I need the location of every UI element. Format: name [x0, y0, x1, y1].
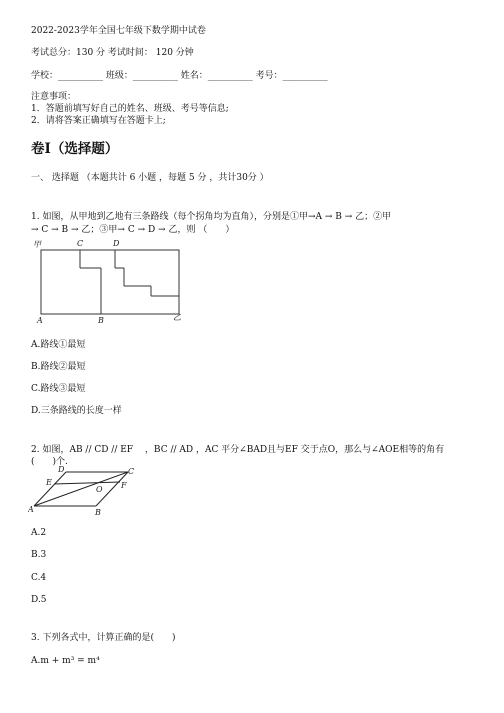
label-D: D — [113, 239, 120, 248]
question-3-option-a: A.m + m³ = m⁴ — [31, 656, 100, 666]
question-1-option-b: B.路线②最短 — [31, 362, 86, 372]
question-1-stem-line1: 1. 如图，从甲地到乙地有三条路线（每个拐角均为直角），分别是①甲→A → B → 乙；②甲 — [31, 212, 392, 222]
question-2-option-c: C.4 — [31, 573, 47, 583]
exam-meta: 考试总分：130 分 考试时间： 120 分钟 — [31, 48, 194, 58]
question-2-stem-line1: 2. 如图，AB // CD // EF ，BC // AD ，AC 平分∠BAD且与EF 交于点O，那么与∠AOE相等的角有 — [31, 445, 445, 455]
notes-heading: 注意事项： — [31, 92, 77, 102]
label-D: D — [58, 465, 65, 474]
question-2-option-a: A.2 — [31, 528, 47, 538]
question-2-stem-line2: ( )个. — [31, 457, 68, 467]
label-A: A — [28, 505, 34, 514]
exam-title: 2022-2023学年全国七年级下数学期中试卷 — [31, 26, 206, 36]
label-B: B — [95, 508, 101, 517]
student-info-line: 学校：__________ 班级：__________ 姓名：__________ 考号：__________ — [31, 71, 328, 81]
label-yi: 乙 — [173, 313, 181, 322]
label-B: B — [98, 316, 104, 325]
question-2-option-d: D.5 — [31, 595, 47, 605]
label-C: C — [128, 467, 135, 476]
question-3-stem: 3. 下列各式中，计算正确的是( ) — [31, 633, 176, 643]
line-EF — [54, 482, 120, 484]
label-C: C — [77, 239, 84, 248]
question-1-option-d: D.三条路线的长度一样 — [31, 406, 122, 416]
question-1-stem-line2: → C → B → 乙；③甲→ C → D → 乙，则 （ ） — [31, 225, 235, 235]
label-F: F — [121, 481, 127, 490]
label-jia: 甲 — [33, 240, 41, 249]
label-O: O — [96, 485, 103, 494]
question-1-option-a: A.路线①最短 — [31, 340, 86, 350]
question-2-option-b: B.3 — [31, 550, 47, 560]
question-1-figure — [31, 236, 191, 326]
section-title: 卷I（选择题） — [31, 141, 119, 157]
label-E: E — [46, 478, 52, 487]
part-heading: 一、 选择题 （本题共计 6 小题 ，每题 5 分 ，共计30分 ） — [31, 173, 269, 183]
outer-route-rect — [41, 250, 179, 314]
note-item: 2．请将答案正确填写在答题卡上; — [31, 116, 166, 126]
question-1-option-c: C.路线③最短 — [31, 384, 86, 394]
note-item: 1．答题前填写好自己的姓名、班级、考号等信息; — [31, 104, 229, 114]
question-2-figure — [28, 462, 148, 517]
label-A: A — [37, 316, 43, 325]
